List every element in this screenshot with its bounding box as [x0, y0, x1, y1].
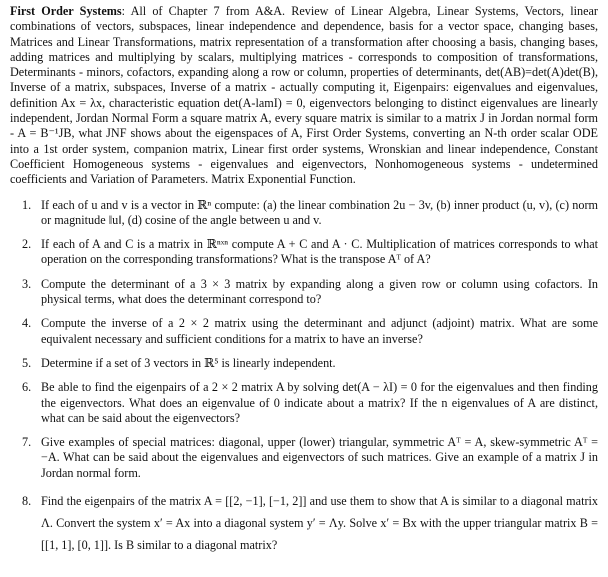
problem-number: 6.: [22, 380, 32, 395]
problem-text: Compute the determinant of a 3 × 3 matrix by expanding along a given row or column using cofactors. In physical terms, what does the determinant correspond to?: [41, 276, 598, 307]
problem-number: 4.: [22, 316, 32, 331]
problem-list: [10, 198, 598, 556]
intro-text: : All of Chapter 7 from A&A. Review of Linear Algebra, Linear Systems, Vectors, linear combinations of vectors, subspaces, linear independence and dependence, basis for a vector space, changing bases, Matrices and Linear Transformations, matrix representation of a transformation after choosing a basis, changing bases, adding matrices and multiplying by scalars, multiplying matrices - corresponds to composition of transformations, Determinants - minors, cofactors, expanding along a row or column, properties of determinants, det(AB)=det(A)det(B), Inverse of a matrix, subspaces, Inverse of a matrix - actually computing it, Eigenpairs: eigenvalues and eigenvalues, definition Ax = λx, characteristic equation det(A-lamI) = 0, eigenvectors belonging to distinct eigenvalues are linearly independent, Jordan Normal Form a square matrix A, every square matrix is similar to a matrix J in Jordan normal form - A = B⁻¹JB, what JNF shows about the eigenspaces of A, First Order Systems, converting an N-th order scalar ODE into a 1st order system, companion matrix, Linear first order systems, Wronskian and linear independence, Constant Coefficient Homogeneous systems - eigenvalues and eigenvectors, Nonhomogeneous systems - undetermined coefficients and Variation of Parameters. Matrix Exponential Function.: [10, 4, 598, 187]
problem-5: [22, 356, 598, 371]
problem-number: 2.: [22, 237, 32, 252]
problem-text: If each of A and C is a matrix in ℝⁿˣⁿ compute A + C and A · C. Multiplication of matrices corresponds to what operation on the corresponding transformations? What is the transpose Aᵀ of A?: [41, 237, 598, 267]
problem-7: [22, 435, 598, 481]
problem-text: If each of u and v is a vector in ℝⁿ compute: (a) the linear combination 2u − 3v, (b) inner product (u, v), (c) norm or magnitude ‖u‖, (d) cosine of the angle between u and v.: [41, 197, 598, 227]
problem-1: [22, 198, 598, 229]
problem-3: [22, 277, 598, 308]
problem-2: [22, 237, 598, 268]
problem-6: [22, 380, 598, 426]
problem-text: Give examples of special matrices: diagonal, upper (lower) triangular, symmetric Aᵀ = A, skew-symmetric Aᵀ = −A. What can be said about the eigenvalues and eigenvectors of such matrices. Give an example of a matrix J in Jordan normal form.: [41, 435, 598, 480]
intro-paragraph: [10, 4, 598, 188]
problem-8: [22, 490, 598, 556]
problem-number: 3.: [22, 276, 32, 291]
problem-text: Compute the inverse of a 2 × 2 matrix using the determinant and adjunct (adjoint) matrix. What are some equivalent necessary and sufficient conditions for a matrix to have an inverse?: [41, 316, 598, 346]
problem-number: 8.: [22, 494, 32, 509]
problem-4: [22, 316, 598, 347]
problem-text: Determine if a set of 3 vectors in ℝ⁵ is linearly independent.: [41, 355, 336, 370]
problem-number: 5.: [22, 355, 32, 370]
problem-number: 1.: [22, 197, 32, 212]
problem-text: Be able to find the eigenpairs of a 2 × 2 matrix A by solving det(A − λI) = 0 for the eigenvalues and then finding the eigenvectors. What does an eigenvalue of 0 indicate about a matrix? If the n eigenvalues of A are distinct, what can be said about the eigenvectors?: [41, 380, 598, 425]
problem-number: 7.: [22, 435, 32, 450]
problem-text: Find the eigenpairs of the matrix A = [[2, −1], [−1, 2]] and use them to show that A is similar to a diagonal matrix Λ. Convert the system x′ = Ax into a diagonal system y′ = Λy. Solve x′ = Bx with the upper triangular matrix B = [[1, 1], [0, 1]]. Is B similar to a diagonal matrix?: [41, 494, 598, 553]
intro-heading: First Order Systems: [10, 4, 122, 18]
